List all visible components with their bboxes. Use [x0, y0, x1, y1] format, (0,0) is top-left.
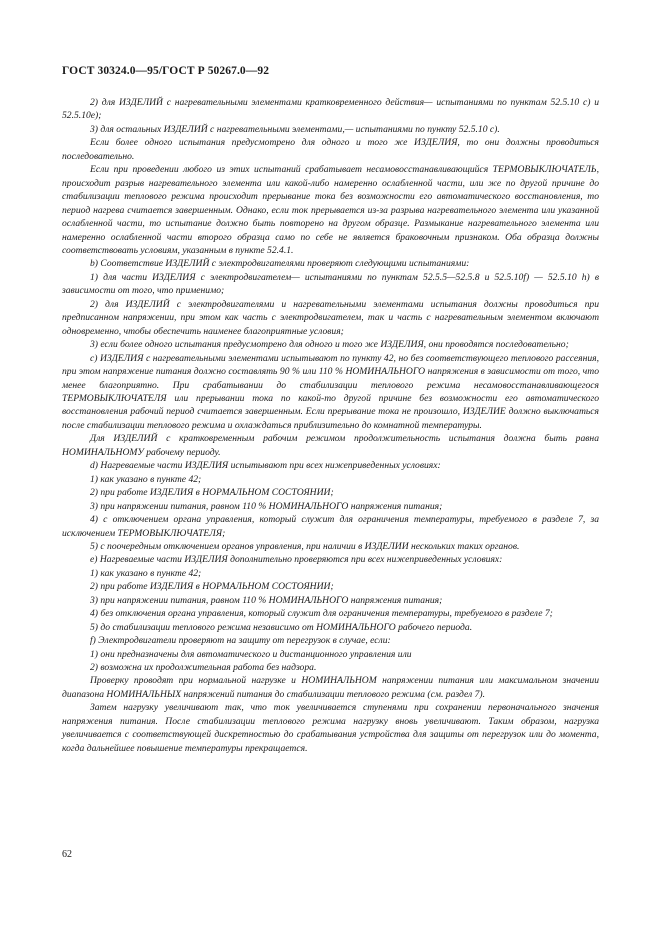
- paragraph: Если более одного испытания предусмотрено для одного и того же ИЗДЕЛИЯ, то они должны проводиться последовательно.: [62, 137, 599, 162]
- paragraph: Для ИЗДЕЛИЙ с кратковременным рабочим режимом продолжительность испытания должна быть равна НОМИНАЛЬНОМУ рабочему периоду.: [62, 433, 599, 458]
- paragraph: 3) если более одного испытания предусмотрено для одного и того же ИЗДЕЛИЯ, они проводятся последовательно;: [90, 339, 569, 351]
- paragraph: 1) как указано в пункте 42;: [90, 473, 202, 485]
- paragraph: Если при проведении любого из этих испытаний срабатывает несамовосстанавливающийся ТЕРМОВЫКЛЮЧАТЕЛЬ, происходит разрыв нагревательного элемента или какой-либо намеренно ослабленной части, или же по другой причине до стабилизации теплового режима происходит прерывание тока без возможности его автоматического восстановления, то период нагрева считается завершенным. Однако, если ток прерывается из-за разрыва нагревательного элемента или указанной ослабленной части, то испытание должно быть повторено на другом образце. Размыкание нагревательного элемента или намеренно ослабленной части второго образца само по себе не является браковочным признаком. Оба образца должны соответствовать условиям, указанным в пункте 52.4.1.: [62, 164, 599, 256]
- paragraph: 3) при напряжении питания, равном 110 % НОМИНАЛЬНОГО напряжения питания;: [90, 594, 443, 606]
- paragraph: 2) при работе ИЗДЕЛИЯ в НОРМАЛЬНОМ СОСТОЯНИИ;: [90, 487, 334, 499]
- paragraph: 3) для остальных ИЗДЕЛИЙ с нагревательными элементами,— испытаниями по пункту 52.5.10 с).: [90, 123, 500, 135]
- document-body: [62, 96, 599, 755]
- paragraph: 4) без отключения органа управления, который служит для ограничения температуры, требуемого в разделе 7;: [90, 608, 553, 620]
- paragraph: 2) возможна их продолжительная работа без надзора.: [90, 662, 317, 674]
- paragraph: 3) при напряжении питания, равном 110 % НОМИНАЛЬНОГО напряжения питания;: [90, 500, 443, 512]
- paragraph: 2) для ИЗДЕЛИЙ с нагревательными элементами кратковременного действия— испытаниями по пунктам 52.5.10 с) и 52.5.10е);: [62, 97, 599, 122]
- paragraph: 1) они предназначены для автоматического и дистанционного управления или: [90, 648, 412, 660]
- paragraph: Затем нагрузку увеличивают так, что ток увеличивается ступенями при сохранении первоначального значения напряжения питания. После стабилизации теплового режима нагрузку вновь увеличивают. Таким образом, нагрузка увеличивается с соответствующей дискретностью до срабатывания устройства для защиты от перегрузок или до момента, когда дальнейшее повышение температуры прекращается.: [62, 702, 599, 754]
- page-number: 62: [62, 849, 72, 860]
- paragraph: 2) при работе ИЗДЕЛИЯ в НОРМАЛЬНОМ СОСТОЯНИИ;: [90, 581, 334, 593]
- paragraph: 1) как указано в пункте 42;: [90, 567, 202, 579]
- paragraph: 5) до стабилизации теплового режима независимо от НОМИНАЛЬНОГО рабочего периода.: [90, 621, 473, 633]
- paragraph: c) ИЗДЕЛИЯ с нагревательными элементами испытывают по пункту 42, но без соответствующего теплового рассеяния, при этом напряжение питания должно составлять 90 % или 110 % НОМИНАЛЬНОГО напряжения в зависимости от того, что менее благоприятно. При срабатывании до стабилизации теплового режима несамовосстанавливающегося ТЕРМОВЫКЛЮЧАТЕЛЯ или прерывании тока по какой-то другой причине без возможности его автоматического восстановления рабочий период считается завершенным. Если прерывание тока не произошло, ИЗДЕЛИЕ должно выключаться после стабилизации теплового режима и охлаждаться приблизительно до комнатной температуры.: [62, 352, 599, 431]
- paragraph: b) Соответствие ИЗДЕЛИЙ с электродвигателями проверяют следующими испытаниями:: [90, 258, 470, 270]
- paragraph: 1) для части ИЗДЕЛИЯ с электродвигателем— испытаниями по пунктам 52.5.5—52.5.8 и 52.5.10f) — 52.5.10 h) в зависимости от того, что применимо;: [62, 271, 599, 297]
- paragraph: 5) с поочередным отключением органов управления, при наличии в ИЗДЕЛИИ нескольких таких органов.: [90, 540, 520, 552]
- paragraph: f) Электродвигатели проверяют на защиту от перегрузок в случае, если:: [90, 635, 391, 647]
- paragraph: d) Нагреваемые части ИЗДЕЛИЯ испытывают при всех нижеприведенных условиях:: [90, 460, 441, 472]
- paragraph: e) Нагреваемые части ИЗДЕЛИЯ дополнительно проверяются при всех нижеприведенных условиях:: [90, 554, 503, 566]
- paragraph: Проверку проводят при нормальной нагрузке и НОМИНАЛЬНОМ напряжении питания или максимальном значении диапазона НОМИНАЛЬНЫХ напряжений питания до стабилизации теплового режима (см. раздел 7).: [62, 675, 599, 700]
- paragraph: 4) с отключением органа управления, который служит для ограничения температуры, требуемого в разделе 7, за исключением ТЕРМОВЫКЛЮЧАТЕЛЯ;: [62, 514, 599, 539]
- document-header: ГОСТ 30324.0—95/ГОСТ Р 50267.0—92: [62, 65, 270, 77]
- paragraph: 2) для ИЗДЕЛИЙ с электродвигателями и нагревательными элементами испытания должны проводиться при предписанном напряжении, при этом как часть с электродвигателем, так и часть с нагревательным элементом включают одновременно, чтобы обеспечить наименее благоприятные условия;: [62, 298, 599, 337]
